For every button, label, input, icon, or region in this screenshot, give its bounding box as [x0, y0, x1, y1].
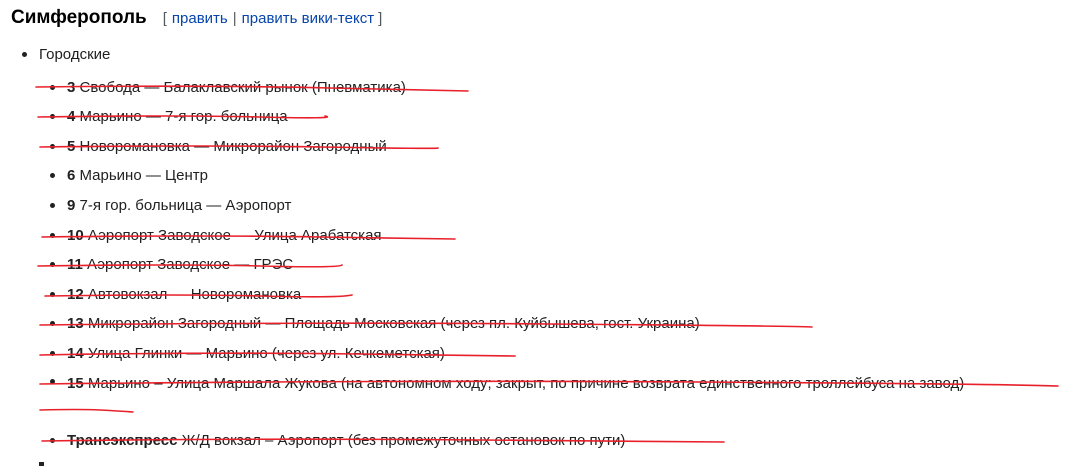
route-text: [67, 254, 293, 276]
route-number: 14: [67, 345, 84, 362]
route-text: [67, 136, 387, 158]
bullet-icon: [50, 351, 55, 356]
bullet-icon: [50, 438, 55, 443]
route-number: 11: [67, 256, 83, 273]
route-name: Улица Глинки — Марьино (через ул. Кечкеметская): [87, 345, 445, 362]
bullet-icon: [50, 173, 55, 178]
route-number: 3: [67, 79, 76, 96]
edit-link[interactable]: править: [171, 10, 228, 27]
route-text: [67, 284, 301, 306]
route-text: [67, 371, 1067, 397]
route-number: 4: [67, 108, 76, 125]
route-number: 13: [67, 315, 84, 332]
edit-bracket-open: [: [162, 10, 167, 27]
route-name: Автовокзал — Новоромановка: [87, 286, 302, 303]
route-number: Трансэкспресс: [67, 432, 178, 449]
route-text: [67, 165, 208, 187]
route-name: Марьино – Улица Маршала Жукова (на автономном ходу; закрыт, по причине возврата единственного троллейбуса на завод): [87, 375, 965, 392]
route-text: [67, 313, 700, 335]
bullet-icon: [39, 462, 44, 466]
route-number: 9: [67, 197, 76, 214]
route-number: 5: [67, 138, 76, 155]
route-text: [67, 195, 291, 217]
bullet-icon: [50, 144, 55, 149]
route-name: Ж/Д вокзал – Аэропорт (без промежуточных остановок по пути): [181, 432, 626, 449]
category-label: Городские: [39, 46, 111, 63]
bullet-icon: [50, 292, 55, 297]
bullet-icon: [50, 321, 55, 326]
edit-separator: |: [232, 10, 237, 27]
route-text: [67, 106, 288, 128]
route-number: 10: [67, 227, 84, 244]
bullet-icon: [50, 233, 55, 238]
bullet-icon: [50, 203, 55, 208]
bullet-icon: [50, 85, 55, 90]
route-number: 15: [67, 375, 84, 392]
edit-wikitext-link[interactable]: править вики-текст: [241, 10, 375, 27]
route-name: Новоромановка — Микрорайон Загородный: [79, 138, 387, 155]
route-text: [67, 77, 406, 99]
route-text: [67, 343, 445, 365]
bullet-icon: [50, 114, 55, 119]
route-name: Марьино — 7-я гор. больница: [79, 108, 288, 125]
route-name: Микрорайон Загородный — Площадь Московская (через пл. Куйбышева, гост. Украина): [87, 315, 700, 332]
route-name: 7-я гор. больница — Аэропорт: [79, 197, 292, 214]
bullet-icon: [50, 379, 55, 384]
route-name: Аэропорт Заводское — ГРЭС: [87, 256, 294, 273]
route-number: 6: [67, 167, 76, 184]
route-name: Аэропорт Заводское — Улица Арабатская: [87, 227, 382, 244]
route-name: Свобода — Балаклавский рынок (Пневматика): [79, 79, 406, 96]
route-name: Марьино — Центр: [79, 167, 208, 184]
page-title: Симферополь: [11, 7, 147, 28]
route-text: [67, 225, 382, 247]
bullet-icon: [50, 262, 55, 267]
route-number: 12: [67, 286, 84, 303]
route-text: [67, 430, 625, 452]
edit-bracket-close: ]: [378, 10, 383, 27]
